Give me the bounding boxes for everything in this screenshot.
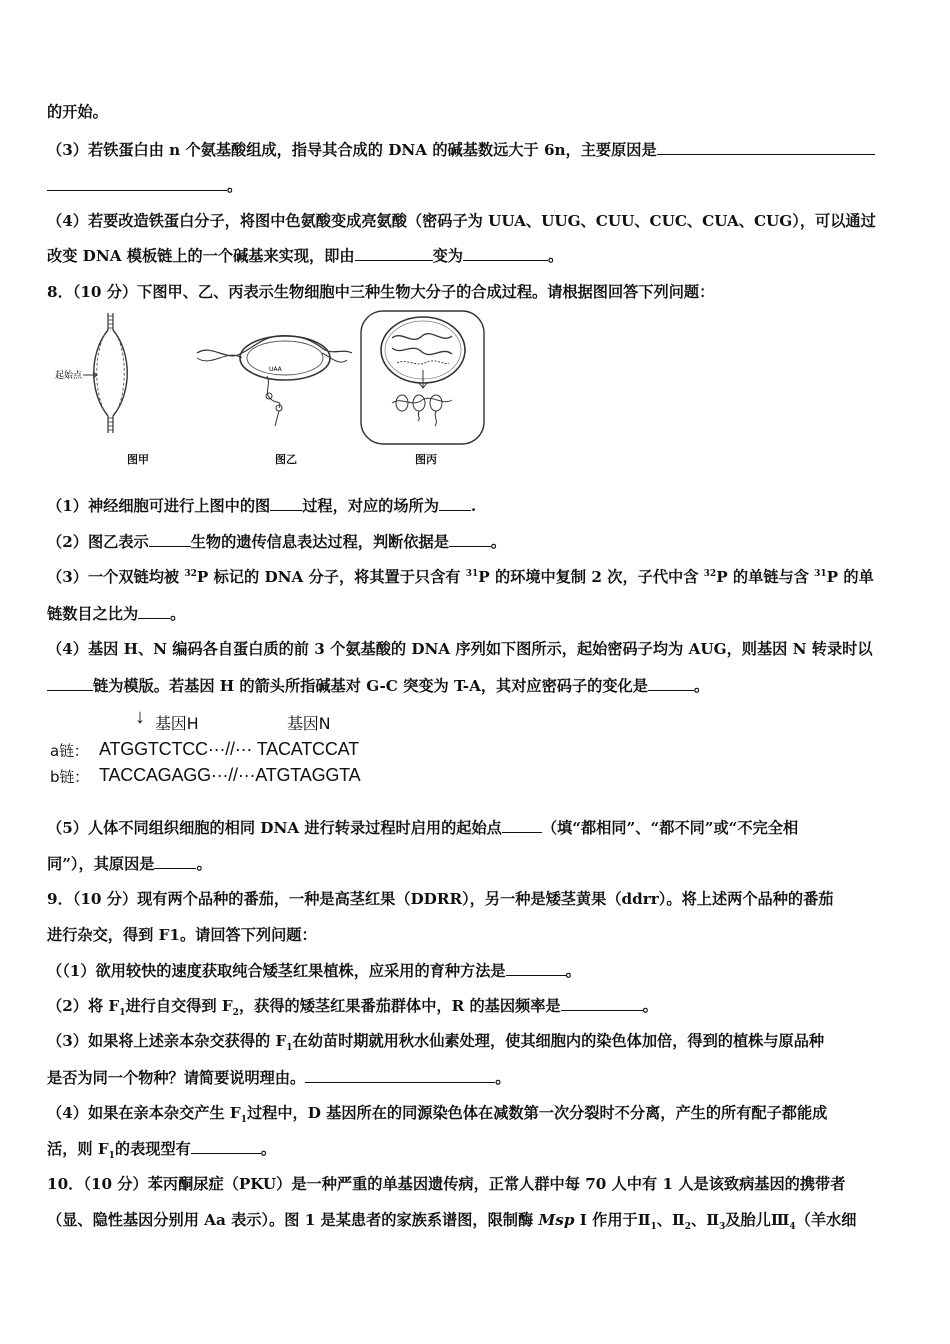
answer-blank[interactable] bbox=[506, 960, 566, 976]
caption-yi: 图乙 bbox=[275, 453, 297, 466]
q8-sub3: （3）一个双链均被 $^{32}$P 标记的 DNA 分子，将其置于只含有 $^{31}$P 的环境中复制 2 次，子代中含 $^{32}$P 的单链与含 $^{31}$P 的单 bbox=[47, 568, 874, 586]
mutation-arrow-icon: ↓ bbox=[135, 706, 145, 728]
origin-label: 起始点 bbox=[55, 371, 83, 381]
b-strand-sequence: TACCAGAGG···//···ATGTAGGTA bbox=[99, 765, 361, 785]
gene-sequence-figure bbox=[47, 708, 407, 793]
q7-sub3: （3）若铁蛋白由 n 个氨基酸组成，指导其合成的 DNA 的碱基数远大于 6n，主要原因是 bbox=[47, 139, 875, 160]
q8-sub1: （1）神经细胞可进行上图中的图 过程，对应的场所为 . bbox=[47, 497, 477, 515]
answer-blank[interactable] bbox=[657, 139, 875, 155]
answer-blank[interactable] bbox=[439, 495, 471, 511]
q8-sub4: （4）基因 H、N 编码各自蛋白质的前 3 个氨基酸的 DNA 序列如下图所示，起始密码子均为 AUG，则基因 N 转录时以 bbox=[47, 640, 873, 658]
caption-bing: 图丙 bbox=[415, 453, 437, 466]
q8-figure bbox=[47, 308, 517, 473]
answer-blank[interactable] bbox=[191, 1138, 261, 1154]
answer-blank[interactable] bbox=[463, 245, 548, 261]
q7-sub4-cont: 改变 DNA 模板链上的一个碱基来实现，即由 变为 。 bbox=[47, 247, 564, 265]
answer-blank[interactable] bbox=[138, 603, 170, 619]
q8-sub5-cont: 同”），其原因是 。 bbox=[47, 855, 212, 873]
q8-sub2: （2）图乙表示 生物的遗传信息表达过程，判断依据是 。 bbox=[47, 533, 507, 551]
gene-n-label: 基因N bbox=[287, 714, 331, 733]
q9-heading-cont: 进行杂交，得到 F1。请回答下列问题： bbox=[47, 926, 317, 944]
answer-blank[interactable] bbox=[149, 531, 191, 547]
gene-h-label: 基因H bbox=[155, 714, 199, 733]
q8-sub4-cont: 链为模版。若基因 H 的箭头所指碱基对 G-C 突变为 T-A，其对应密码子的变化是 。 bbox=[47, 675, 709, 696]
answer-blank[interactable] bbox=[154, 853, 196, 869]
q10-line-2: （显、隐性基因分别用 Aa 表示）。图 1 是某患者的家族系谱图，限制酶 Msp I 作用于$Ⅱ_1$、$Ⅱ_2$、$Ⅱ_3$及胎儿$Ⅲ_4$（羊水细 bbox=[47, 1211, 857, 1233]
answer-blank[interactable] bbox=[502, 817, 542, 833]
figure-jia bbox=[55, 313, 127, 433]
replication-transcription-translation-diagram bbox=[47, 308, 517, 473]
uaa-label: UAA bbox=[269, 366, 282, 373]
answer-blank[interactable] bbox=[648, 675, 694, 691]
q9-sub4: （4）如果在亲本杂交产生 $F_1$过程中，D 基因所在的同源染色体在减数第一次分裂时不分离，产生的所有配子都能成 bbox=[47, 1104, 828, 1126]
q7-line-1: 的开始。 bbox=[47, 103, 108, 121]
answer-blank[interactable] bbox=[561, 995, 643, 1011]
b-strand-label: b链： bbox=[50, 768, 89, 786]
q9-heading: 9．（10 分）现有两个品种的番茄，一种是高茎红果（DDRR），另一种是矮茎黄果（ddrr）。将上述两个品种的番茄 bbox=[47, 890, 834, 908]
q8-sub5: （5）人体不同组织细胞的相同 DNA 进行转录过程时启用的起始点 （填“都相同”、“都不同”或“不完全相 bbox=[47, 819, 799, 837]
answer-blank[interactable] bbox=[47, 175, 227, 191]
answer-blank[interactable] bbox=[47, 675, 93, 691]
q9-sub3-cont: 是否为同一个物种？请简要说明理由。 。 bbox=[47, 1069, 511, 1087]
answer-blank[interactable] bbox=[449, 531, 491, 547]
answer-blank[interactable] bbox=[305, 1067, 495, 1083]
q9-sub2: （2）将 $F_1$进行自交得到 $F_2$，获得的矮茎红果番茄群体中，R 的基因频率是 。 bbox=[47, 997, 658, 1019]
caption-jia: 图甲 bbox=[127, 453, 149, 466]
q8-heading: 8．（10 分）下图甲、乙、丙表示生物细胞中三种生物大分子的合成过程。请根据图回答下列问题： bbox=[47, 283, 715, 301]
answer-blank[interactable] bbox=[270, 495, 302, 511]
figure-yi bbox=[197, 336, 352, 426]
q8-sub3-cont: 链数目之比为 。 bbox=[47, 605, 186, 623]
figure-bing bbox=[361, 311, 484, 444]
a-strand-label: a链： bbox=[50, 742, 89, 760]
q9-sub1: （（1）欲用较快的速度获取纯合矮茎红果植株，应采用的育种方法是 。 bbox=[47, 962, 581, 980]
q7-sub3-cont: 。 bbox=[47, 175, 242, 196]
q7-sub4: （4）若要改造铁蛋白分子，将图中色氨酸变成亮氨酸（密码子为 UUA、UUG、CUU、CUC、CUA、CUG），可以通过 bbox=[47, 212, 876, 230]
q9-sub4-cont: 活，则 $F_1$的表现型有 。 bbox=[47, 1140, 277, 1162]
a-strand-sequence: ATGGTCTCC···//··· TACATCCAT bbox=[99, 739, 359, 759]
answer-blank[interactable] bbox=[355, 245, 433, 261]
q10-heading: 10．（10 分）苯丙酮尿症（PKU）是一种严重的单基因遗传病，正常人群中每 70 人中有 1 人是该致病基因的携带者 bbox=[47, 1175, 846, 1193]
q9-sub3: （3）如果将上述亲本杂交获得的 $F_1$在幼苗时期就用秋水仙素处理，使其细胞内的染色体加倍，得到的植株与原品种 bbox=[47, 1032, 825, 1054]
